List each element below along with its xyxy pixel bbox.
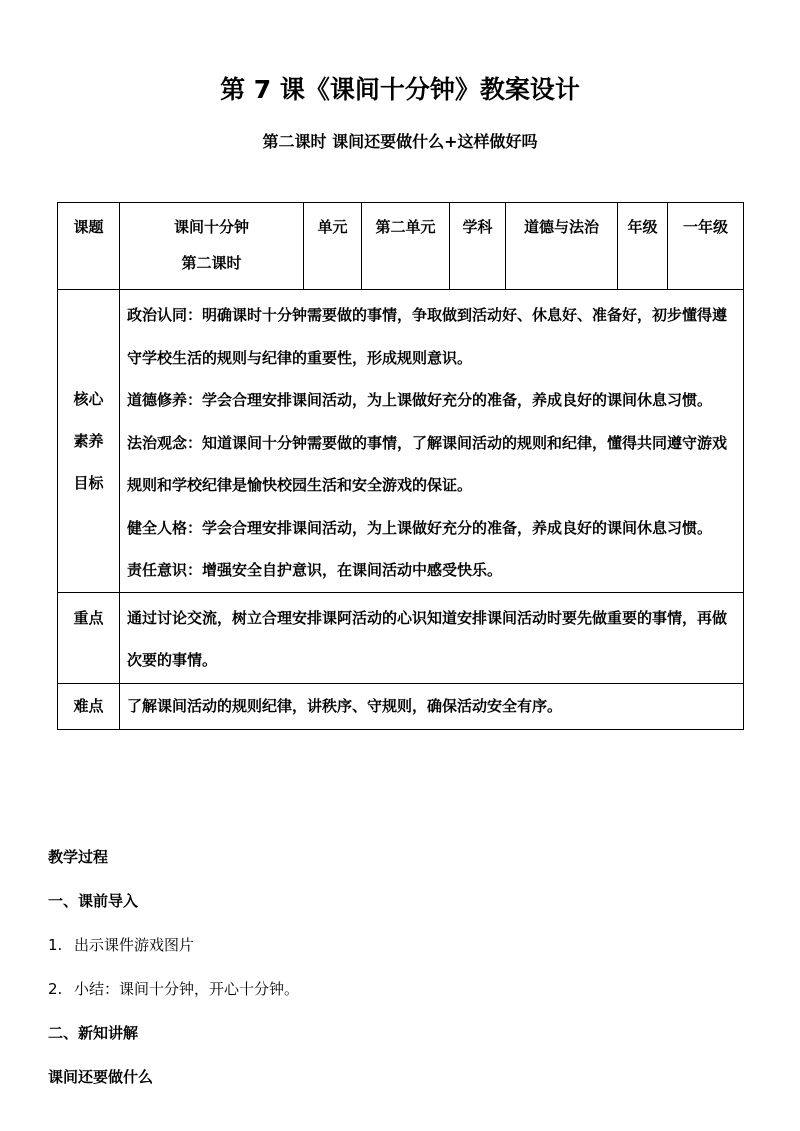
topic-line-2: 第二课时: [181, 254, 242, 272]
document-subtitle: 第二课时 课间还要做什么+这样做好吗: [262, 132, 538, 151]
lesson-info-table: [57, 202, 744, 730]
process-heading: 教学过程: [48, 848, 109, 866]
goal-political-identity: 政治认同：明确课时十分钟需要做的事情，争取做到活动好、休息好、准备好，初步懂得遵守学校生活的规则与纪律的重要性，形成规则意识。: [127, 306, 728, 367]
topic-value: [120, 203, 303, 281]
topic-line-1: 课间十分钟: [173, 218, 249, 236]
table-row: [58, 290, 744, 593]
document-title: 第 7 课《课间十分钟》教案设计: [220, 75, 580, 104]
goals-label-line-1: 核心: [73, 389, 104, 408]
section-heading-new-knowledge: 二、新知讲解: [48, 1024, 139, 1042]
list-text: 出示课件游戏图片: [74, 936, 195, 954]
goals-label-cell: [58, 290, 120, 593]
teaching-process: [48, 840, 748, 1104]
unit-value-cell: [362, 203, 450, 290]
goal-rule-of-law: 法治观念：知道课间十分钟需要做的事情，了解课间活动的规则和纪律，懂得共同遵守游戏规则和学校纪律是愉快校园生活和安全游戏的保证。: [127, 433, 728, 494]
table-row: [58, 683, 744, 729]
difficulties-label: 难点: [58, 683, 120, 729]
subject-label-cell: [450, 203, 506, 290]
grade-value: 一年级: [682, 218, 728, 236]
subject-value: 道德与法治: [523, 218, 599, 236]
goal-sound-personality: 健全人格：学会合理安排课间活动，为上课做好充分的准备，养成良好的课间休息习惯。: [127, 518, 713, 537]
table-row: [58, 592, 744, 683]
key-points-label: 重点: [58, 592, 120, 683]
sub-heading: 课间还要做什么: [48, 1068, 154, 1086]
unit-label: 单元: [317, 218, 348, 236]
goals-content-cell: [120, 290, 744, 593]
grade-label-cell: [618, 203, 668, 290]
goal-responsibility: 责任意识：增强安全自护意识，在课间活动中感受快乐。: [127, 561, 503, 579]
list-text: 小结：课间十分钟，开心十分钟。: [74, 980, 300, 998]
list-number: 1.: [48, 936, 63, 954]
difficulties-text: 了解课间活动的规则纪律，讲秩序、守规则，确保活动安全有序。: [120, 683, 744, 729]
section-heading-intro: 一、课前导入: [48, 892, 139, 910]
topic-label-cell: [58, 203, 120, 290]
list-item: [48, 928, 748, 972]
grade-value-cell: [668, 203, 744, 290]
list-number: 2.: [48, 980, 63, 998]
subject-label: 学科: [462, 218, 493, 236]
goal-moral-cultivation: 道德修养：学会合理安排课间活动，为上课做好充分的准备，养成良好的课间休息习惯。: [127, 391, 713, 409]
key-points-text: 通过讨论交流，树立合理安排课阿活动的心识知道安排课间活动时要先做重要的事情，再做次要的事情。: [120, 592, 744, 683]
topic-value-cell: [120, 203, 304, 290]
subject-value-cell: [506, 203, 618, 290]
topic-label: 课题: [73, 218, 104, 236]
goals-label-line-3: 目标: [73, 473, 104, 492]
table-row: [58, 203, 744, 290]
grade-label: 年级: [627, 218, 658, 236]
unit-value: 第二单元: [375, 218, 436, 236]
goals-label-line-2: 素养: [73, 431, 104, 450]
list-item: [48, 972, 748, 1016]
unit-label-cell: [304, 203, 362, 290]
